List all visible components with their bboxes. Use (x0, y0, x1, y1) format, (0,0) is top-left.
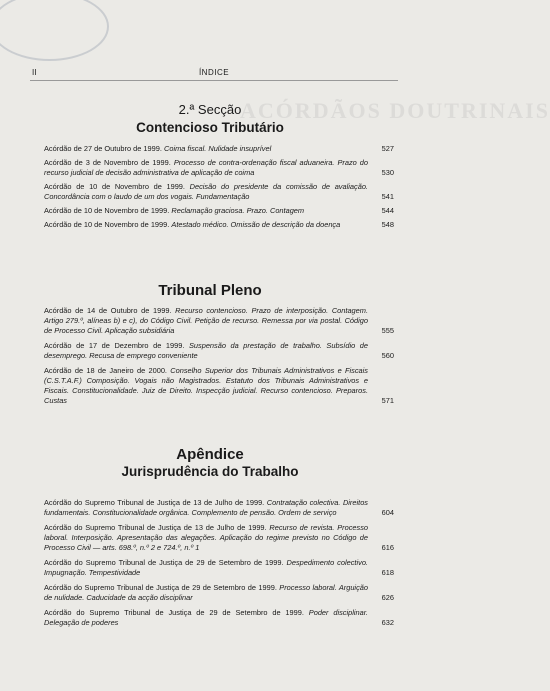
entry-page: 555 (381, 326, 394, 335)
page-number: II (32, 68, 37, 77)
entry-page: 571 (381, 396, 394, 405)
entry-page: 541 (381, 192, 394, 201)
index-entry: Acórdão de 10 de Novembro de 1999. Reclamação graciosa. Prazo. Contagem 544 (44, 206, 394, 215)
index-entry: Acórdão de 10 de Novembro de 1999. Atestado médico. Omissão de descrição da doença 548 (44, 220, 394, 229)
index-entry: Acórdão de 27 de Outubro de 1999. Coima fiscal. Nulidade insuprível 527 (44, 144, 394, 153)
section-subtitle: Apêndice (176, 446, 244, 463)
section-subtitle: 2.ª Secção (178, 102, 242, 117)
section-title: Tribunal Pleno (158, 282, 262, 299)
entry-page: 544 (381, 206, 394, 215)
section-entries (44, 498, 394, 628)
section-entries (44, 144, 394, 230)
entry-page: 548 (381, 220, 394, 229)
index-entry: Acórdão do Supremo Tribunal de Justiça de 13 de Julho de 1999. Contratação colectiva. Direitos fundamentais. Constitucionalidade orgânica. Complemento de pensão. Ordem de serviço 604 (44, 498, 394, 517)
entry-page: 560 (381, 351, 394, 360)
index-entry: Acórdão do Supremo Tribunal de Justiça de 29 de Setembro de 1999. Despedimento colectivo. Impugnação. Tempestividade 618 (44, 558, 394, 577)
index-entry: Acórdão do Supremo Tribunal de Justiça de 29 de Setembro de 1999. Processo laboral. Arguição de nulidade. Caducidade da acção disciplinar 626 (44, 583, 394, 602)
entry-page: 604 (381, 508, 394, 517)
library-stamp (0, 0, 109, 61)
entry-page: 616 (381, 543, 394, 552)
index-entry: Acórdão do Supremo Tribunal de Justiça de 29 de Setembro de 1999. Poder disciplinar. Delegação de poderes 632 (44, 608, 394, 627)
entry-page: 626 (381, 593, 394, 602)
entry-page: 530 (381, 168, 394, 177)
index-entry: Acórdão de 17 de Dezembro de 1999. Suspensão da prestação de trabalho. Subsídio de desemprego. Recusa de emprego conveniente 560 (44, 341, 394, 360)
index-entry: Acórdão de 10 de Novembro de 1999. Decisão do presidente da comissão de avaliação. Concordância com o laudo de um dos vogais. Fundamentação 541 (44, 182, 394, 201)
section-entries (44, 306, 394, 406)
index-entry: Acórdão de 18 de Janeiro de 2000. Conselho Superior dos Tribunais Administrativos e Fiscais (C.S.T.A.F.) Composição. Vogais não Magistrados. Estatuto dos Tribunais Administrativos e Fiscais. Constitucionalidade. Juiz de Direito. Inspecção judicial. Recurso contencioso. Preparos. Custas 571 (44, 366, 394, 405)
bleed-through-text: ACÓRDÃOS DOUTRINAIS (240, 98, 550, 123)
section-title: Contencioso Tributário (136, 120, 284, 135)
entry-page: 632 (381, 618, 394, 627)
entry-page: 618 (381, 568, 394, 577)
section-title: Jurisprudência do Trabalho (121, 464, 299, 479)
index-entry: Acórdão de 3 de Novembro de 1999. Processo de contra-ordenação fiscal aduaneira. Prazo do recurso judicial de decisão administrativa de aplicação de coima 530 (44, 158, 394, 177)
index-entry: Acórdão de 14 de Outubro de 1999. Recurso contencioso. Prazo de interposição. Contagem. Artigo 279.º, alíneas b) e c), do Código Civil. Petição de recurso. Remessa por via postal. Código de Processo Civil. Aplicação subsidiária 555 (44, 306, 394, 335)
entry-page: 527 (381, 144, 394, 153)
header-title: ÍNDICE (198, 68, 230, 77)
running-header (30, 66, 398, 81)
index-entry: Acórdão do Supremo Tribunal de Justiça de 13 de Julho de 1999. Recurso de revista. Processo laboral. Interposição. Apresentação das alegações. Aplicação do regime previsto no Código de Processo Civil — arts. 698.º, n.º 2 e 724.º, n.º 1 616 (44, 523, 394, 552)
